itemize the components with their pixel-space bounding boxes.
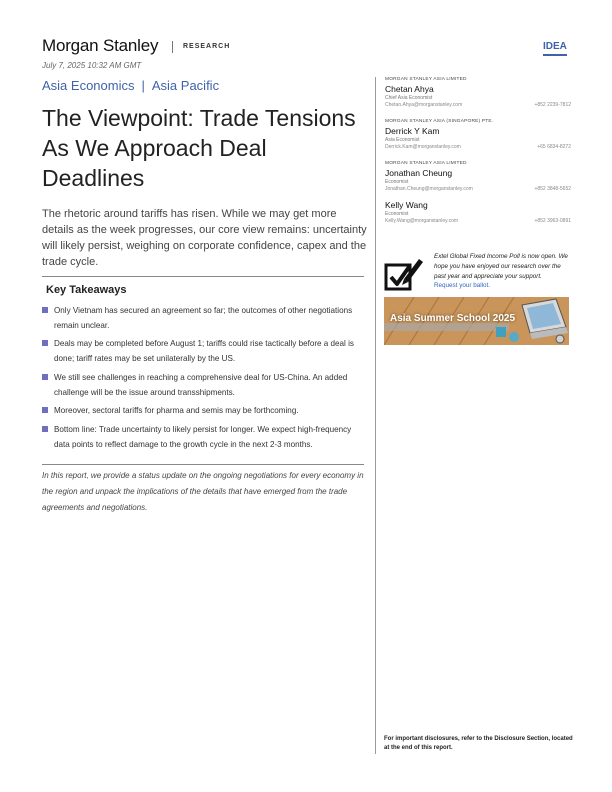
analyst-firm: MORGAN STANLEY ASIA LIMITED [385,77,467,82]
brand-logo: Morgan Stanley [42,36,159,55]
request-ballot-link[interactable]: Request your ballot. [434,282,491,289]
square-bullet-icon [42,374,48,380]
brand-divider [172,41,173,53]
analyst-name: Kelly Wang [385,200,428,210]
analyst-role: Chief Asia Economist [385,95,433,101]
divider [42,464,364,465]
analyst-role: Economist [385,211,409,217]
analyst-email[interactable]: Jonathan.Cheung@morganstanley.com [385,186,473,192]
analyst-role: Asia Economist [385,137,420,143]
takeaway-item [42,336,367,366]
analyst-contact [385,218,571,225]
square-bullet-icon [42,340,48,346]
analyst-email[interactable]: Kelly.Wang@morganstanley.com [385,218,459,224]
banner-title: Asia Summer School 2025 [390,313,516,324]
analyst-phone: +852 3848-5652 [534,186,571,192]
analyst-phone: +852 3963-0891 [534,218,571,224]
analyst-name: Chetan Ahya [385,84,434,94]
idea-badge: IDEA [543,41,567,56]
analyst-email[interactable]: Chetan.Ahya@morganstanley.com [385,102,463,108]
analyst-role: Economist [385,179,409,185]
column-divider [375,77,376,754]
topic-asia-economics[interactable]: Asia Economics [42,78,135,93]
analyst-email[interactable]: Derrick.Kam@morganstanley.com [385,144,461,150]
takeaway-item [42,303,367,333]
report-title: The Viewpoint: Trade Tensions As We Approach Deal Deadlines [42,105,356,191]
analyst-name: Jonathan Cheung [385,168,453,178]
square-bullet-icon [42,426,48,432]
disclosure-note: For important disclosures, refer to the Disclosure Section, located at the end of this report. [384,736,573,751]
research-label: RESEARCH [183,43,231,50]
summer-school-banner[interactable] [384,297,569,345]
topic-line [42,78,219,93]
divider [42,276,364,277]
takeaway-text: Deals may be completed before August 1; tariffs could rise tactically before a deal is done; tariff rates may be set unilaterally by the US. [54,339,354,364]
key-takeaways-heading: Key Takeaways [46,284,127,296]
takeaway-text: Bottom line: Trade uncertainty to likely persist for longer. We expect high-frequency data points to reflect damage to the growth cycle in the next 2-3 months. [54,424,352,449]
report-date: July 7, 2025 10:32 AM GMT [42,61,142,70]
analyst-contact [385,186,571,193]
poll-message: Extel Global Fixed Income Poll is now open. We hope you have enjoyed our research over the past year and appreciate your support. [434,253,568,280]
analyst-firm: MORGAN STANLEY ASIA LIMITED [385,161,467,166]
analyst-contact [385,144,571,151]
topic-asia-pacific[interactable]: Asia Pacific [151,78,220,93]
analyst-contact [385,102,571,109]
key-takeaways-list [42,303,367,455]
takeaway-text: Moreover, sectoral tariffs for pharma and semis may be forthcoming. [54,406,299,416]
analyst-firm: MORGAN STANLEY ASIA (SINGAPORE) PTE. [385,119,494,124]
analyst-name: Derrick Y Kam [385,126,440,136]
takeaway-text: We still see challenges in reaching a comprehensive deal for US-China. An added challenge will be the issue around transshipments. [54,372,348,397]
topic-separator: | [141,78,145,93]
report-intro: In this report, we provide a status update on the ongoing negotiations for every economy in the region and unpack the implications of the details that have emerged from the trade agreements and negotiations. [42,471,364,512]
analyst-phone: +852 2239-7812 [534,102,571,108]
square-bullet-icon [42,307,48,313]
ballot-check-icon [384,253,424,293]
analyst-phone: +65 6834-8272 [537,144,571,150]
takeaway-item [42,422,367,452]
analyst-panel [385,77,571,225]
takeaway-item [42,403,367,418]
takeaway-text: Only Vietnam has secured an agreement so far; the outcomes of other negotiations remain unclear. [54,306,353,330]
square-bullet-icon [42,407,48,413]
takeaway-item [42,370,367,400]
report-summary: The rhetoric around tariffs has risen. While we may get more details as the week progresses, our core view remains: uncertainty will likely persist, weighing on corporate confidence, capex and the trade cycle. [42,208,367,268]
